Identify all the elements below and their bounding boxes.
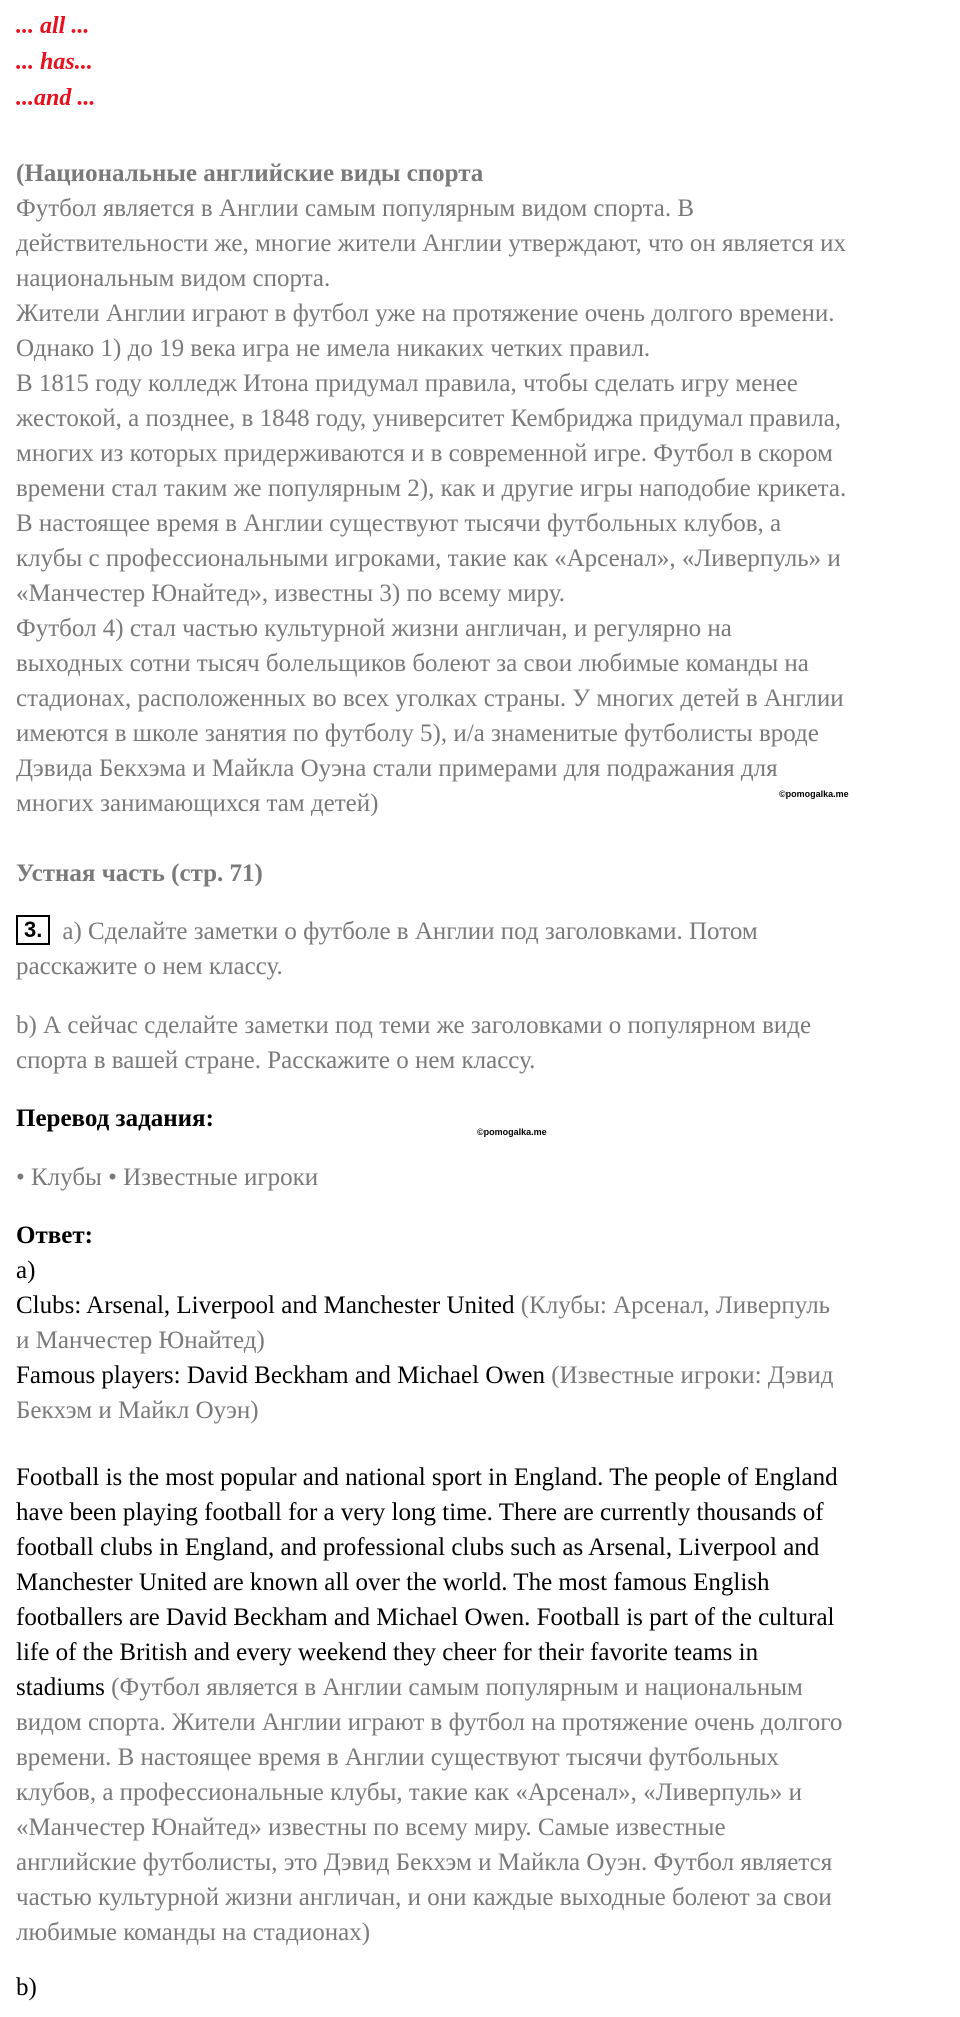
clubs-en: Clubs: Arsenal, Liverpool and Manchester United [16,1292,515,1319]
red-fragment: ... has... [16,49,93,75]
essay-en-line: have been playing football for a very long time. There are currently thousands of [16,1499,824,1526]
passage-line: Футбол 4) стал частью культурной жизни англичан, и регулярно на [16,615,732,642]
essay-ru-line: времени. В настоящее время в Англии существуют тысячи футбольных [16,1744,780,1771]
essay-en-line: Manchester United are known all over the world. The most famous English [16,1569,770,1596]
passage-line: имеются в школе занятия по футболу 5), и/а знаменитые футболисты вроде [16,720,819,747]
passage-line: В настоящее время в Англии существуют тысячи футбольных клубов, а [16,510,782,537]
answer-section [16,1218,946,1428]
passage-line: Однако 1) до 19 века игра не имела никаких четких правил. [16,335,651,362]
task-number-badge: 3. [16,915,50,945]
passage-line: выходных сотни тысяч болельщиков болеют за свои любимые команды на [16,650,809,677]
answer-a-label: a) [16,1257,36,1284]
russian-passage [16,156,946,821]
passage-line: клубы с профессиональными игроками, такие как «Арсенал», «Ливерпуль» и [16,545,841,572]
players-en: Famous players: David Beckham and Michael Owen [16,1362,546,1389]
clubs-ru-cont: и Манчестер Юнайтед) [16,1327,265,1354]
essay-en-line: life of the British and every weekend they cheer for their favorite teams in [16,1639,759,1666]
essay-ru-line: английские футболисты, это Дэвид Бекхэм и Майкла Оуэн. Футбол является [16,1849,833,1876]
essay-en-line: Football is the most popular and national sport in England. The people of England [16,1464,838,1491]
essay [16,1460,946,1950]
passage-line: Жители Англии играют в футбол уже на протяжение очень долгого времени. [16,300,835,327]
passage-line: «Манчестер Юнайтед», известны 3) по всему миру. [16,580,565,607]
headings-list: • Клубы • Известные игроки [16,1164,319,1191]
essay-ru-line: любимые команды на стадионах) [16,1919,371,1946]
passage-line: Дэвида Бекхэма и Майкла Оуэна стали примерами для подражания для [16,755,778,782]
red-fragment: ... all ... [16,13,90,39]
essay-ru-first: (Футбол является в Англии самым популярным и национальным [111,1674,803,1701]
passage-line: стадионах, расположенных во всех уголках страны. У многих детей в Англии [16,685,844,712]
essay-ru-line: «Манчестер Юнайтед» известны по всему миру. Самые известные [16,1814,726,1841]
passage-line: многих занимающихся там детей) [16,790,379,817]
task-a-line: расскажите о нем классу. [16,953,283,980]
passage-line: Футбол является в Англии самым популярным видом спорта. В [16,195,695,222]
essay-ru-line: клубов, а профессиональные клубы, такие как «Арсенал», «Ливерпуль» и [16,1779,802,1806]
passage-line: жестокой, а позднее, в 1848 году, университет Кембриджа придумал правила, [16,405,842,432]
essay-en-last: stadiums [16,1674,105,1701]
watermark: ©pomogalka.me [477,1127,547,1137]
players-ru-cont: Бекхэм и Майкл Оуэн) [16,1397,259,1424]
clubs-ru: (Клубы: Арсенал, Ливерпуль [520,1292,831,1319]
oral-part-heading: Устная часть (стр. 71) [16,860,263,887]
red-fragment-list [16,8,946,116]
translation-heading: Перевод задания: [16,1105,214,1132]
watermark: ©pomogalka.me [779,789,849,799]
passage-line: многих из которых придерживаются и в современной игре. Футбол в скором [16,440,833,467]
task-3-b [16,1008,946,1078]
essay-ru-line: частью культурной жизни англичан, и они каждые выходные болеют за свои [16,1884,832,1911]
passage-line: времени стал таким же популярным 2), как и другие игры наподобие крикета. [16,475,847,502]
passage-line: национальным видом спорта. [16,265,331,292]
essay-en-line: football clubs in England, and professional clubs such as Arsenal, Liverpool and [16,1534,820,1561]
players-ru: (Известные игроки: Дэвид [551,1362,834,1389]
passage-line: действительности же, многие жители Англии утверждают, что он является их [16,230,847,257]
answer-heading: Ответ: [16,1222,93,1249]
task-b-line: спорта в вашей стране. Расскажите о нем классу. [16,1047,536,1074]
task-b-line: b) А сейчас сделайте заметки под теми же заголовками о популярном виде [16,1012,812,1039]
essay-en-line: footballers are David Beckham and Michael Owen. Football is part of the cultural [16,1604,835,1631]
answer-b-label: b) [16,1974,37,2001]
passage-line: В 1815 году колледж Итона придумал правила, чтобы сделать игру менее [16,370,798,397]
red-fragment: ...and ... [16,85,96,111]
task-3-a [16,914,946,984]
task-a-line: a) Сделайте заметки о футболе в Англии под заголовками. Потом [62,918,758,945]
essay-ru-line: видом спорта. Жители Англии играют в футбол на протяжение очень долгого [16,1709,843,1736]
passage-title: (Национальные английские виды спорта [16,160,484,187]
